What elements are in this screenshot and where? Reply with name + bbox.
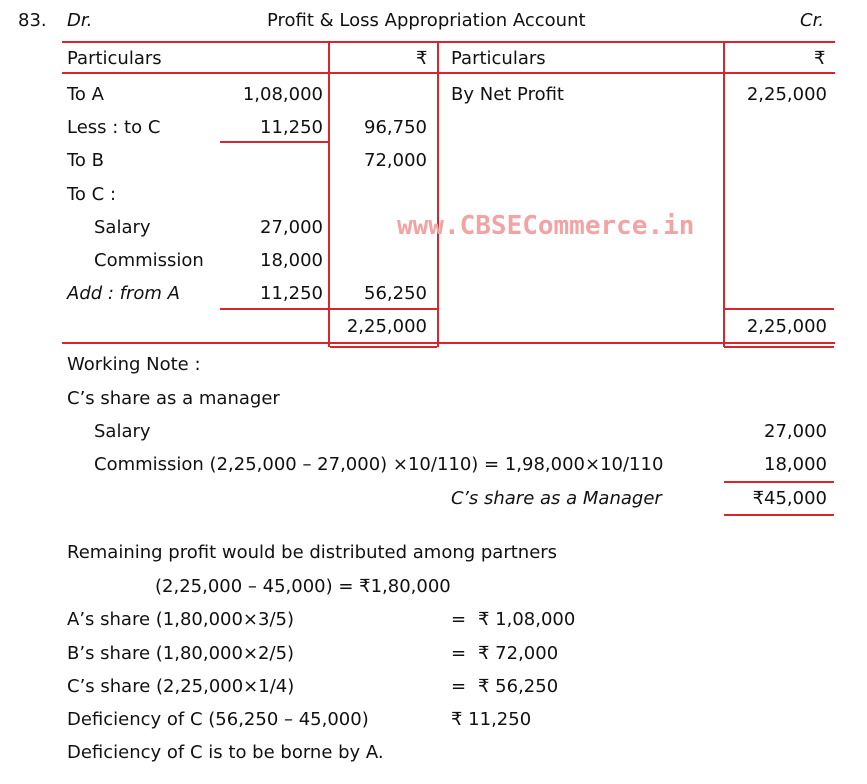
manager-share-label: C’s share as a Manager: [451, 488, 662, 509]
total-line-debit-top: [330, 308, 437, 310]
share-value: ₹ 72,000: [478, 643, 559, 664]
distribution-formula: (2,25,000 – 45,000) = ₹1,80,000: [155, 576, 451, 597]
salary-value: 27,000: [764, 421, 827, 442]
row-inner-amount: 1,08,000: [242, 84, 323, 105]
subtotal-line-2: [220, 308, 329, 310]
debit-label: Dr.: [67, 10, 93, 31]
credit-row-label: By Net Profit: [451, 84, 564, 105]
table-bottom-border: [62, 342, 835, 344]
credit-label: Cr.: [800, 10, 825, 31]
row-inner-amount: 11,250: [260, 283, 323, 304]
row-outer-amount: 96,750: [364, 117, 427, 138]
row-label: Add : from A: [67, 283, 180, 304]
working-note-sum-line: [724, 481, 834, 483]
table-divider-2: [437, 41, 439, 347]
col-rupee-credit: ₹: [814, 48, 826, 69]
commission-label: Commission (2,25,000 – 27,000) ×10/110) = 1,98,000×10/110: [94, 454, 664, 475]
deficiency-label: Deficiency of C (56,250 – 45,000): [67, 709, 369, 730]
row-outer-amount: 72,000: [364, 150, 427, 171]
conclusion: Deficiency of C is to be borne by A.: [67, 742, 384, 763]
share-label: A’s share (1,80,000×3/5): [67, 609, 295, 630]
share-value: ₹ 1,08,000: [478, 609, 576, 630]
account-title: Profit & Loss Appropriation Account: [267, 10, 586, 31]
row-inner-amount: 11,250: [260, 117, 323, 138]
share-equals: =: [451, 676, 467, 697]
share-equals: =: [451, 643, 467, 664]
manager-share-underline: [724, 514, 834, 516]
watermark: www.CBSECommerce.in: [397, 211, 695, 241]
deficiency-value: ₹ 11,250: [451, 709, 532, 730]
share-equals: =: [451, 609, 467, 630]
manager-share-value: ₹45,000: [752, 488, 827, 509]
row-inner-amount: 18,000: [260, 250, 323, 271]
salary-label: Salary: [94, 421, 151, 442]
row-label: To A: [67, 84, 104, 105]
share-label: B’s share (1,80,000×2/5): [67, 643, 295, 664]
subtotal-line-1: [220, 141, 329, 143]
question-number: 83.: [18, 10, 47, 31]
row-label: To C :: [67, 184, 117, 205]
col-particulars-credit: Particulars: [451, 48, 546, 69]
credit-total: 2,25,000: [746, 316, 827, 337]
credit-row-amount: 2,25,000: [746, 84, 827, 105]
row-label: To B: [67, 150, 105, 171]
col-particulars-debit: Particulars: [67, 48, 162, 69]
table-header-border: [62, 72, 835, 74]
share-value: ₹ 56,250: [478, 676, 559, 697]
share-label: C’s share (2,25,000×1/4): [67, 676, 295, 697]
row-label: Less : to C: [67, 117, 161, 138]
row-label: Commission: [94, 250, 204, 271]
col-rupee-debit: ₹: [416, 48, 428, 69]
total-double-debit: [330, 346, 437, 348]
row-inner-amount: 27,000: [260, 217, 323, 238]
distribution-intro: Remaining profit would be distributed among partners: [67, 542, 558, 563]
row-outer-amount: 56,250: [364, 283, 427, 304]
table-top-border: [62, 41, 835, 43]
total-line-credit-top: [724, 308, 834, 310]
working-note-title: Working Note :: [67, 354, 201, 375]
debit-total: 2,25,000: [346, 316, 427, 337]
total-double-credit: [724, 346, 834, 348]
row-label: Salary: [94, 217, 151, 238]
commission-value: 18,000: [764, 454, 827, 475]
working-note-subtitle: C’s share as a manager: [67, 388, 280, 409]
